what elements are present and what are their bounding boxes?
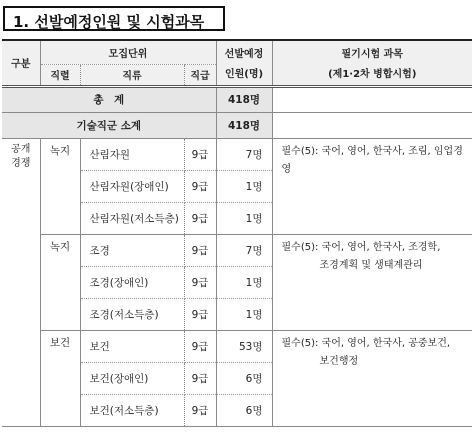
series-cell: 보건(저소득층) — [80, 394, 184, 426]
series-cell: 조경(장애인) — [80, 266, 184, 298]
category-line1: 공개 — [11, 143, 31, 155]
grade-cell: 9급 — [184, 362, 216, 394]
grade-cell: 9급 — [184, 298, 216, 330]
series-cell: 산림자원(장애인) — [80, 170, 184, 202]
series-cell: 조경(저소득층) — [80, 298, 184, 330]
subjects-line2: 보건행정 — [319, 355, 359, 367]
series-cell: 보건(장애인) — [80, 362, 184, 394]
header-recruit-unit: 모집단위 — [40, 41, 216, 64]
grade-cell: 9급 — [184, 394, 216, 426]
count-cell: 1명 — [216, 170, 272, 202]
category-line2: 경쟁 — [11, 157, 31, 169]
count-cell: 6명 — [216, 362, 272, 394]
count-cell: 1명 — [216, 202, 272, 234]
subjects-line1: 필수(5): 국어, 영어, 한국사, 조경학, — [281, 241, 441, 253]
section-title: 1. 선발예정인원 및 시험과목 — [13, 13, 205, 31]
grade-cell: 9급 — [184, 202, 216, 234]
grade-cell: 9급 — [184, 234, 216, 266]
subtotal-count: 418명 — [216, 112, 272, 138]
grade-cell: 9급 — [184, 330, 216, 362]
count-cell: 7명 — [216, 138, 272, 170]
header-planned-line1: 선발예정 — [224, 49, 264, 61]
category-open-competition — [2, 138, 40, 426]
subjects-line1: 필수(5): 국어, 영어, 한국사, 공중보건, — [281, 337, 451, 349]
recruitment-table — [2, 39, 472, 427]
subjects-line2: 조경계획 및 생태계관리 — [319, 259, 423, 271]
field-cell: 보건 — [40, 330, 80, 426]
header-gubun: 구분 — [2, 41, 40, 86]
field-cell: 녹지 — [40, 234, 80, 330]
subtotal-label: 기술직군 소계 — [2, 112, 216, 138]
header-exam-line2: (제1·2차 병합시험) — [328, 69, 417, 81]
count-cell: 1명 — [216, 298, 272, 330]
exam-subjects-cell — [272, 138, 472, 234]
header-grade: 직급 — [184, 64, 216, 86]
count-cell: 1명 — [216, 266, 272, 298]
header-planned-count — [216, 41, 272, 86]
total-label: 총 계 — [2, 86, 216, 112]
header-field: 직렬 — [40, 64, 80, 86]
header-planned-line2: 인원(명) — [224, 69, 264, 81]
series-cell: 조경 — [80, 234, 184, 266]
count-cell: 7명 — [216, 234, 272, 266]
header-series: 직류 — [80, 64, 184, 86]
subjects-line1: 필수(5): 국어, 영어, 한국사, 조림, 임업경영 — [281, 145, 463, 175]
subtotal-blank — [272, 112, 472, 138]
exam-subjects-cell — [272, 330, 472, 426]
count-cell: 6명 — [216, 394, 272, 426]
header-exam-subjects — [272, 41, 472, 86]
grade-cell: 9급 — [184, 170, 216, 202]
header-exam-line1: 필기시험 과목 — [341, 49, 403, 61]
grade-cell: 9급 — [184, 266, 216, 298]
section-title-box — [3, 6, 225, 31]
count-cell: 53명 — [216, 330, 272, 362]
total-blank — [272, 86, 472, 112]
field-cell: 녹지 — [40, 138, 80, 234]
series-cell: 산림자원 — [80, 138, 184, 170]
total-count: 418명 — [216, 86, 272, 112]
series-cell: 산림자원(저소득층) — [80, 202, 184, 234]
exam-subjects-cell — [272, 234, 472, 330]
grade-cell: 9급 — [184, 138, 216, 170]
series-cell: 보건 — [80, 330, 184, 362]
